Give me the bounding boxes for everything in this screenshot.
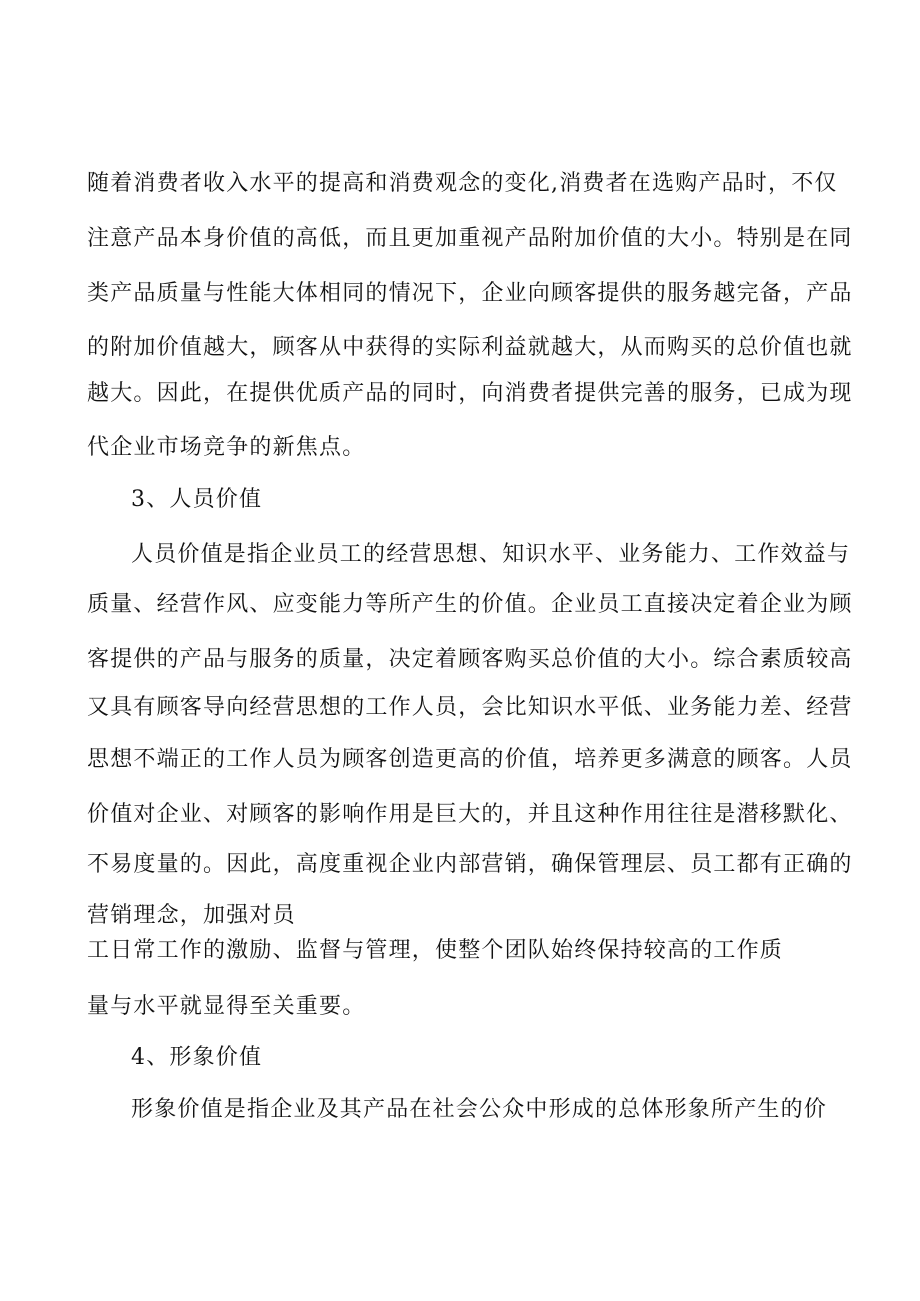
paragraph-line: 随着消费者收入水平的提高和消费观念的变化,消费者在选购产品时，不仅 (87, 171, 838, 196)
paragraph-line: 量与水平就显得至关重要。 (87, 994, 366, 1019)
paragraph-line: 注意产品本身价值的高低，而且更加重视产品附加价值的大小。特别是在同 (87, 226, 853, 251)
section-heading: 3、人员价值 (131, 487, 263, 512)
paragraph-line: 又具有顾客导向经营思想的工作人员，会比知识水平低、业务能力差、经营 (87, 695, 853, 720)
section-heading: 4、形象价值 (131, 1045, 263, 1070)
paragraph-line: 不易度量的。因此，高度重视企业内部营销，确保管理层、员工都有正确的 (87, 852, 853, 877)
paragraph-line: 营销理念，加强对员 (87, 903, 296, 928)
paragraph-line: 越大。因此，在提供优质产品的同时，向消费者提供完善的服务，已成为现 (87, 381, 853, 406)
paragraph-line: 人员价值是指企业员工的经营思想、知识水平、业务能力、工作效益与 (131, 542, 851, 567)
paragraph-line: 形象价值是指企业及其产品在社会公众中形成的总体形象所产生的价 (131, 1097, 828, 1122)
paragraph-line: 代企业市场竞争的新焦点。 (87, 435, 366, 460)
paragraph-line: 价值对企业、对顾客的影响作用是巨大的，并且这种作用往往是潜移默化、 (87, 802, 853, 827)
paragraph-line: 思想不端正的工作人员为顾客创造更高的价值，培养更多满意的顾客。人员 (87, 747, 853, 772)
paragraph-line: 类产品质量与性能大体相同的情况下，企业向顾客提供的服务越完备，产品 (87, 281, 853, 306)
paragraph-line: 客提供的产品与服务的质量，决定着顾客购买总价值的大小。综合素质较高 (87, 647, 853, 672)
paragraph-line: 的附加价值越大，顾客从中获得的实际利益就越大，从而购买的总价值也就 (87, 335, 853, 360)
paragraph-line: 工日常工作的激励、监督与管理，使整个团队始终保持较高的工作质 (87, 938, 784, 963)
paragraph-line: 质量、经营作风、应变能力等所产生的价值。企业员工直接决定着企业为顾 (87, 592, 853, 617)
